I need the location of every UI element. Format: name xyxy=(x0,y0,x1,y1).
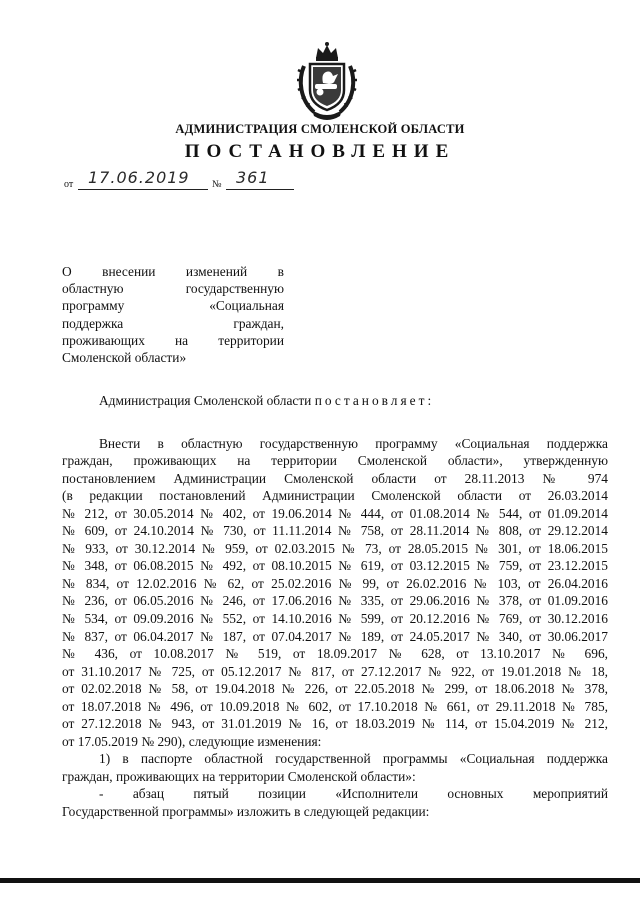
subject-line: областную государственную xyxy=(62,281,284,297)
body-line: № 348, от 06.08.2015 № 492, от 08.10.2015 № 619, от 03.12.2015 № 759, от 23.12.2015 xyxy=(62,558,608,574)
item-sub-line: - абзац пятый позиции «Исполнители основных мероприятий xyxy=(99,786,608,802)
decree-subject xyxy=(62,263,284,366)
body-line: граждан, проживающих на территории Смоленской области», утвержденную xyxy=(62,453,608,469)
body-line: № 534, от 09.09.2016 № 552, от 14.10.2016 № 599, от 20.12.2016 № 769, от 30.12.2016 xyxy=(62,611,608,627)
body-line: № 236, от 06.05.2016 № 246, от 17.06.2016 № 335, от 29.06.2016 № 378, от 01.09.2016 xyxy=(62,593,608,609)
subject-line: проживающих на территории xyxy=(62,332,284,348)
number-underline xyxy=(226,189,294,190)
body-line: № 834, от 12.02.2016 № 62, от 25.02.2016 № 99, от 26.02.2016 № 103, от 26.04.2016 xyxy=(62,575,608,591)
body-line: постановлением Администрации Смоленской области от 28.11.2013 № 974 xyxy=(62,470,608,486)
subject-line: поддержка граждан, xyxy=(62,315,284,331)
date-handwritten-value: 17.06.2019 xyxy=(88,168,190,187)
body-line: от 31.10.2017 № 725, от 05.12.2017 № 817, от 27.12.2017 № 922, от 19.01.2018 № 18, xyxy=(62,663,608,679)
body-line: (в редакции постановлений Администрации Смоленской области от 26.03.2014 xyxy=(62,488,608,504)
body-line: от 27.12.2018 № 943, от 31.01.2019 № 16, от 18.03.2019 № 114, от 15.04.2019 № 212, xyxy=(62,716,608,732)
body-line: от 02.02.2018 № 58, от 19.04.2018 № 226, от 22.05.2018 № 299, от 18.06.2018 № 378, xyxy=(62,681,608,697)
number-handwritten-value: 361 xyxy=(236,168,270,187)
organization-name: АДМИНИСТРАЦИЯ СМОЛЕНСКОЙ ОБЛАСТИ xyxy=(175,122,465,136)
date-underline xyxy=(78,189,208,190)
body-line: № 436, от 10.08.2017 № 519, от 18.09.2017 № 628, от 13.10.2017 № 696, xyxy=(62,646,608,662)
body-line: от 18.07.2018 № 496, от 10.09.2018 № 602, от 17.10.2018 № 661, от 29.11.2018 № 785, xyxy=(62,698,608,714)
body-line: № 933, от 30.12.2014 № 959, от 02.03.2015 № 73, от 28.05.2015 № 301, от 18.06.2015 xyxy=(62,540,608,556)
date-prefix-label: от xyxy=(64,179,74,190)
subject-line: программу «Социальная xyxy=(62,298,284,314)
number-prefix-label: № xyxy=(212,179,222,190)
intro-spaced-word: постановляет: xyxy=(314,393,435,408)
coat-of-arms-emblem xyxy=(296,40,358,120)
bottom-border-rule xyxy=(0,878,640,883)
item-line: граждан, проживающих на территории Смоленской области»: xyxy=(62,768,416,784)
body-line: № 609, от 24.10.2014 № 730, от 11.11.2014 № 758, от 28.11.2014 № 808, от 29.12.2014 xyxy=(62,523,608,539)
item-sub-line: Государственной программы» изложить в следующей редакции: xyxy=(62,804,430,820)
subject-line: Смоленской области» xyxy=(62,350,187,366)
document-type-title: ПОСТАНОВЛЕНИЕ xyxy=(184,141,456,162)
body-line: Внести в областную государственную программу «Социальная поддержка xyxy=(99,435,608,451)
item-line: 1) в паспорте областной государственной программы «Социальная поддержка xyxy=(99,751,608,767)
intro-paragraph xyxy=(62,392,608,410)
subject-line: О внесении изменений в xyxy=(62,264,284,279)
intro-text: Администрация Смоленской области xyxy=(99,393,315,408)
body-line: № 212, от 30.05.2014 № 402, от 19.06.2014 № 444, от 01.08.2014 № 544, от 01.09.2014 xyxy=(62,505,608,521)
body-line: от 17.05.2019 № 290), следующие изменения: xyxy=(62,733,322,749)
body-line: № 837, от 06.04.2017 № 187, от 07.04.2017 № 189, от 24.05.2017 № 340, от 30.06.2017 xyxy=(62,628,608,644)
decree-body xyxy=(62,392,608,821)
date-number-line xyxy=(64,168,324,192)
